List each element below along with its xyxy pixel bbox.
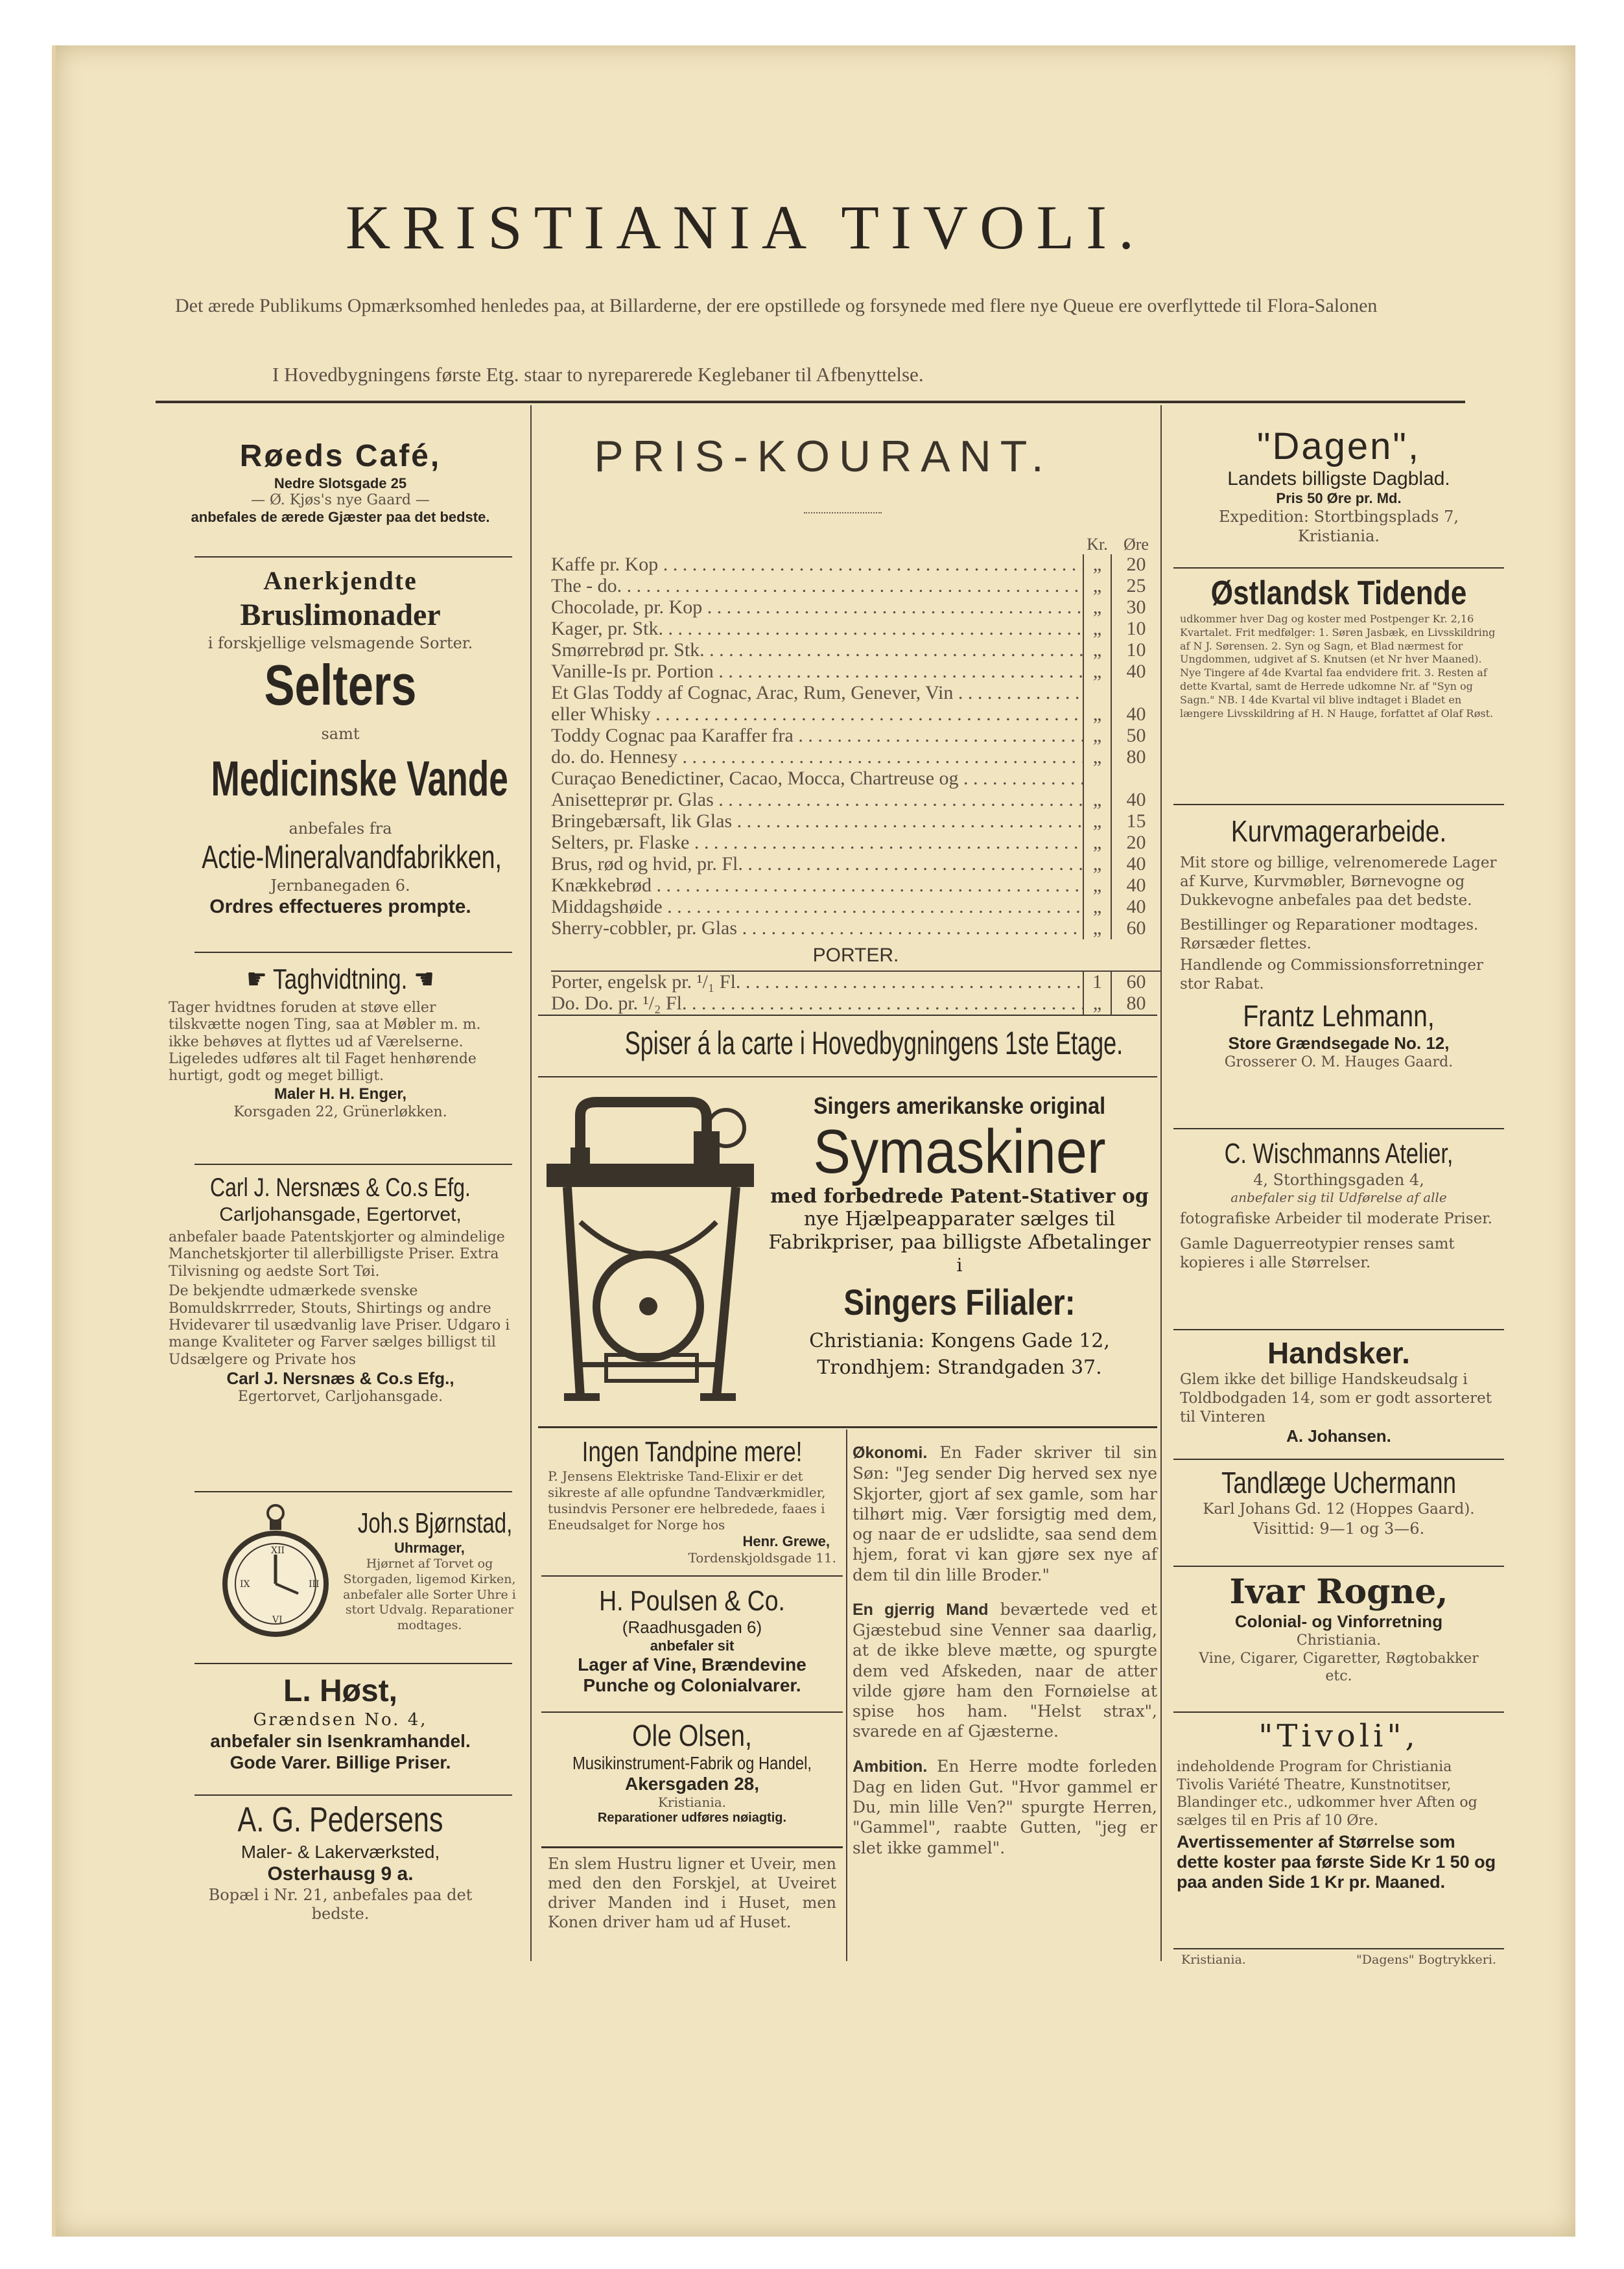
item-ore: 15 bbox=[1126, 810, 1146, 832]
svg-text:VI: VI bbox=[272, 1615, 283, 1625]
jernbanegaden-label: Jernbanegaden 6. bbox=[270, 876, 410, 895]
bruslimonader-label: Bruslimonader bbox=[240, 598, 441, 632]
item-kr: „ bbox=[1083, 897, 1112, 918]
item-kr: „ bbox=[1083, 661, 1112, 683]
tivoli-text: indeholdende Program for Christiania Tivolis Variété Theatre, Kunstnotitser, Blandinger etc., udkommer hver Aften og sælges til en Pris af 10 Øre. bbox=[1177, 1759, 1477, 1829]
anecdote-hustru bbox=[541, 1854, 843, 1932]
divider bbox=[541, 1846, 843, 1848]
item-name: Toddy Cognac paa Karaffer fra . . . bbox=[551, 725, 1083, 747]
gjerrig-paragraph bbox=[853, 1599, 1157, 1742]
anecdotes bbox=[853, 1442, 1157, 1858]
roeds-text: anbefales de ærede Gjæster paa det bedste. bbox=[191, 509, 490, 526]
wischmann-text: fotografiske Arbeider til moderate Priser. bbox=[1180, 1210, 1492, 1227]
price-row bbox=[551, 854, 1160, 875]
item-kr: „ bbox=[1083, 640, 1112, 661]
handsker-title: Handsker. bbox=[1267, 1336, 1410, 1370]
item-name: Bringebærsaft, lik Glas . . . bbox=[551, 810, 1083, 832]
olsen-sub: Musikinstrument-Fabrik og Handel, bbox=[572, 1753, 812, 1773]
header-notice-2: I Hovedbygningens første Etg. staar to nyreparerede Keglebaner til Afbenyttelse. bbox=[272, 363, 924, 386]
taghvidtning-text-2: Ligeledes udføres alt til Faget henhørende hurtigt, godt og meget billigt. bbox=[169, 1050, 477, 1085]
taghvidtning-name: Maler H. H. Enger, bbox=[274, 1085, 407, 1103]
ordres-label: Ordres effectueres prompte. bbox=[209, 896, 471, 918]
samt-label: samt bbox=[321, 724, 360, 743]
divider bbox=[538, 1076, 1157, 1077]
item-kr: „ bbox=[1083, 554, 1112, 576]
item-ore: 40 bbox=[1126, 875, 1146, 896]
ad-uchermann bbox=[1167, 1465, 1511, 1538]
divider bbox=[194, 1663, 512, 1664]
column-rule-right bbox=[1160, 405, 1162, 1961]
item-ore: 50 bbox=[1126, 725, 1146, 746]
item-ore: 40 bbox=[1126, 703, 1146, 725]
divider bbox=[194, 952, 512, 953]
rogne-sub: Colonial- og Vinforretning bbox=[1234, 1612, 1443, 1631]
pedersen-text: Bopæl i Nr. 21, anbefales paa det bedste. bbox=[208, 1886, 473, 1923]
ad-tivoli-program bbox=[1167, 1718, 1511, 1892]
ad-singer bbox=[765, 1092, 1154, 1379]
uchermann-hours: Visittid: 9—1 og 3—6. bbox=[1253, 1519, 1425, 1538]
price-row bbox=[551, 725, 1160, 747]
item-name: The - do. . . . bbox=[551, 575, 1083, 597]
item-ore: 40 bbox=[1126, 661, 1146, 682]
poulsen-address: (Raadhusgaden 6) bbox=[622, 1617, 762, 1637]
okonomi-title: Økonomi. bbox=[853, 1444, 928, 1462]
spiser-line: Spiser á la carte i Hovedbygningens 1ste Etage. bbox=[624, 1025, 1124, 1061]
item-kr bbox=[1083, 768, 1112, 790]
item-name: Curaçao Benedictiner, Cacao, Mocca, Chartreuse og . . . bbox=[551, 768, 1083, 790]
price-rows bbox=[551, 554, 1160, 939]
divider bbox=[1173, 804, 1504, 805]
pocket-watch-icon bbox=[220, 1503, 331, 1645]
item-ore: 60 bbox=[1126, 917, 1146, 939]
ad-handsker bbox=[1167, 1335, 1511, 1446]
ad-kurvmager bbox=[1167, 814, 1511, 1072]
ad-rogne bbox=[1167, 1572, 1511, 1686]
item-name: Smørrebrød pr. Stk. . . . bbox=[551, 639, 1083, 661]
tivoli-title: "Tivoli", bbox=[1258, 1718, 1419, 1754]
nersnaes-signature: Carl J. Nersnæs & Co.s Efg., bbox=[226, 1369, 454, 1389]
divider bbox=[541, 1711, 843, 1713]
dagen-city: Kristiania. bbox=[1297, 527, 1380, 545]
kurvmager-text-3: Handlende og Commissionsforretninger stor Rabat. bbox=[1180, 956, 1483, 993]
bruslimonader-sub: i forskjellige velsmagende Sorter. bbox=[207, 633, 473, 652]
pedersen-address: Osterhausg 9 a. bbox=[267, 1863, 414, 1885]
item-kr: „ bbox=[1083, 597, 1112, 618]
item-name: Anisetteprør pr. Glas . . . bbox=[551, 789, 1083, 811]
divider bbox=[1173, 1566, 1504, 1567]
nersnaes-signature-2: Egertorvet, Carljohansgade. bbox=[237, 1389, 443, 1405]
ad-dagen bbox=[1167, 425, 1511, 546]
item-kr: „ bbox=[1083, 576, 1112, 597]
item-name: Brus, rød og hvid, pr. Fl. . . . bbox=[551, 853, 1083, 875]
item-kr: „ bbox=[1083, 832, 1112, 854]
divider bbox=[194, 556, 512, 558]
tandpine-title: Ingen Tandpine mere! bbox=[582, 1436, 803, 1468]
item-name: do. do. Hennesy . . . bbox=[551, 746, 1083, 768]
item-kr: „ bbox=[1083, 993, 1112, 1015]
taghvidtning-text: Tager hvidtnes foruden at støve eller tilskvætte nogen Ting, saa at Møbler m. m. ikke behøves at flyttes ud af Værelserne. bbox=[169, 999, 481, 1050]
item-ore: 10 bbox=[1126, 618, 1146, 639]
item-name: Kaffe pr. Kop . . . bbox=[551, 554, 1083, 576]
item-ore: 80 bbox=[1126, 746, 1146, 768]
okonomi-paragraph bbox=[853, 1442, 1157, 1585]
item-name: Et Glas Toddy af Cognac, Arac, Rum, Genever, Vin . . . bbox=[551, 682, 1083, 704]
singer-trondhjem: Trondhjem: Strandgaden 37. bbox=[817, 1356, 1102, 1379]
tandpine-signature: Henr. Grewe, bbox=[742, 1533, 830, 1549]
lehmann-name: Frantz Lehmann, bbox=[1243, 999, 1435, 1033]
item-name: Knækkebrød . . . bbox=[551, 875, 1083, 897]
ad-host bbox=[156, 1673, 525, 1774]
item-ore: 20 bbox=[1126, 554, 1146, 575]
singer-head: Singers amerikanske original bbox=[813, 1092, 1106, 1119]
ad-mineralvand bbox=[156, 565, 525, 919]
singer-text-1: med forbedrede Patent-Stativer og bbox=[770, 1184, 1149, 1208]
handsker-signature: A. Johansen. bbox=[1286, 1426, 1391, 1446]
divider bbox=[194, 1164, 512, 1165]
price-row bbox=[551, 918, 1160, 939]
host-address: Grændsen No. 4, bbox=[253, 1710, 428, 1730]
rogne-text: Vine, Cigarer, Cigaretter, Røgtobakker etc. bbox=[1199, 1650, 1479, 1684]
item-kr: „ bbox=[1083, 704, 1112, 725]
pointing-hand-icon: ☛ bbox=[246, 963, 267, 995]
singer-title: Symaskiner bbox=[813, 1117, 1106, 1186]
footer-right: "Dagens" Bogtrykkeri. bbox=[1356, 1953, 1496, 1967]
price-row bbox=[551, 554, 1160, 576]
ambition-paragraph bbox=[853, 1756, 1157, 1858]
porter-row bbox=[551, 993, 1160, 1015]
tandpine-text: P. Jensens Elektriske Tand-Elixir er det sikreste af alle opfundne Tandværkmidler, tusindvis Personer ere helbredede, faaes i Eneudsalget for Norge hos bbox=[548, 1468, 826, 1533]
item-kr: „ bbox=[1083, 854, 1112, 875]
bjornstad-sub: Uhrmager, bbox=[394, 1540, 465, 1556]
header-notice: Det ærede Publikums Opmærksomhed henledes paa, at Billarderne, der ere opstillede og forsynede med flere nye Queue ere overflyttede til Flora-Salonen bbox=[175, 295, 1378, 316]
gjerrig-title: En gjerrig Mand bbox=[853, 1600, 989, 1619]
fabrik-label: Actie-Mineralvandfabrikken, bbox=[202, 839, 502, 876]
divider bbox=[194, 1794, 512, 1796]
ambition-title: Ambition. bbox=[853, 1757, 928, 1776]
item-name: Porter, engelsk pr. ¹/₁ Fl. . . . bbox=[551, 971, 1083, 993]
price-row bbox=[551, 576, 1160, 597]
price-row bbox=[551, 597, 1160, 618]
kurvmager-title: Kurvmagerarbeide. bbox=[1230, 814, 1447, 848]
ad-ostlandsk bbox=[1167, 574, 1511, 720]
tivoli-advert: Avertissementer af Størrelse som dette koster paa første Side Kr 1 50 og paa anden Side 1 Kr pr. Maaned. bbox=[1177, 1832, 1496, 1892]
taghvidtning-label: Taghvidtning. bbox=[272, 963, 408, 995]
price-list-title: PRIS-KOURANT. bbox=[594, 432, 1053, 481]
ad-tandpine bbox=[541, 1436, 843, 1566]
pedersen-title: A. G. Pedersens bbox=[237, 1800, 443, 1839]
anbefales-label: anbefales fra bbox=[288, 819, 392, 838]
price-row bbox=[551, 683, 1160, 704]
item-kr: „ bbox=[1083, 875, 1112, 897]
item-name: Kager, pr. Stk. . . . bbox=[551, 618, 1083, 640]
item-kr: „ bbox=[1083, 747, 1112, 768]
okonomi-text: En Fader skriver til sin Søn: "Jeg sender Dig herved sex nye Skjorter, gjort af sex gamle, som har tilhørt mig. Vær forsigtig med dem, og naar de er udslidte, saa send dem hjem, forat vi kan gjøre sex nye af dem til din lille Broder." bbox=[853, 1443, 1157, 1584]
poulsen-text: Lager af Vine, Brændevine Punche og Colonialvarer. bbox=[578, 1654, 806, 1695]
item-kr: 1 bbox=[1083, 972, 1112, 993]
ostlandsk-title: Østlandsk Tidende bbox=[1210, 574, 1467, 612]
col-ore: Øre bbox=[1124, 535, 1149, 554]
singer-christiania: Christiania: Kongens Gade 12, bbox=[809, 1329, 1110, 1352]
column-rule-left bbox=[530, 405, 532, 1961]
uchermann-address: Karl Johans Gd. 12 (Hoppes Gaard). bbox=[1203, 1501, 1475, 1518]
item-name: Chocolade, pr. Kop . . . bbox=[551, 596, 1083, 618]
ad-bjornstad bbox=[334, 1507, 525, 1634]
divider bbox=[1173, 1948, 1504, 1949]
wischmann-title: C. Wischmanns Atelier, bbox=[1224, 1138, 1453, 1170]
bjornstad-text: Hjørnet af Torvet og Storgaden, ligemod Kirken, anbefaler alle Sorter Uhre i stort Udvalg. Reparationer modtages. bbox=[343, 1557, 516, 1632]
item-ore: 40 bbox=[1126, 853, 1146, 875]
item-ore: 40 bbox=[1126, 896, 1146, 917]
taghvidtning-title bbox=[193, 963, 488, 997]
singer-filialer: Singers Filialer: bbox=[843, 1281, 1076, 1323]
ornament bbox=[804, 512, 882, 513]
item-ore: 60 bbox=[1126, 971, 1146, 993]
pedersen-sub: Maler- & Lakerværksted, bbox=[241, 1841, 440, 1862]
handsker-text: Glem ikke det billige Handskeudsalg i Toldbodgaden 14, som er godt assorteret til Vinteren bbox=[1180, 1371, 1492, 1426]
ad-ole-olsen bbox=[541, 1718, 843, 1826]
dagen-sub: Landets billigste Dagblad. bbox=[1227, 468, 1450, 489]
item-name: Vanille-Is pr. Portion . . . bbox=[551, 661, 1083, 683]
poulsen-title: H. Poulsen & Co. bbox=[599, 1585, 785, 1617]
uchermann-title: Tandlæge Uchermann bbox=[1221, 1466, 1457, 1499]
svg-text:III: III bbox=[309, 1579, 320, 1590]
olsen-title: Ole Olsen, bbox=[632, 1719, 752, 1752]
price-row bbox=[551, 661, 1160, 683]
item-ore: 40 bbox=[1126, 789, 1146, 810]
medicinske-vande-label: Medicinske Vande bbox=[211, 751, 508, 807]
ad-taghvidtning bbox=[156, 963, 525, 1121]
item-kr: „ bbox=[1083, 918, 1112, 939]
hustru-text: En slem Hustru ligner et Uveir, men med den den Forskjel, at Uveiret driver Manden ind i Huset, men Konen driver ham ud af Huset. bbox=[548, 1855, 836, 1931]
price-list bbox=[551, 535, 1160, 1015]
item-name: eller Whisky . . . bbox=[551, 703, 1083, 725]
divider bbox=[1173, 1329, 1504, 1330]
column-rule-middle bbox=[846, 1429, 847, 1961]
roeds-address: Nedre Slotsgade 25 bbox=[274, 475, 407, 491]
price-row bbox=[551, 875, 1160, 897]
price-list-header bbox=[551, 535, 1160, 554]
item-kr: „ bbox=[1083, 790, 1112, 811]
price-row bbox=[551, 747, 1160, 768]
item-kr: „ bbox=[1083, 725, 1112, 747]
olsen-address: Akersgaden 28, bbox=[625, 1774, 759, 1794]
ad-nersnaes bbox=[156, 1172, 525, 1406]
item-ore: 30 bbox=[1126, 596, 1146, 618]
ad-roeds-cafe bbox=[156, 438, 525, 526]
porter-heading: PORTER. bbox=[812, 945, 899, 966]
bjornstad-title: Joh.s Bjørnstad, bbox=[357, 1507, 513, 1539]
porter-rows bbox=[551, 970, 1160, 1015]
price-row bbox=[551, 640, 1160, 661]
price-row bbox=[551, 811, 1160, 832]
divider bbox=[1173, 567, 1504, 569]
item-name: Sherry-cobbler, pr. Glas . . . bbox=[551, 917, 1083, 939]
divider bbox=[538, 1426, 1157, 1428]
olsen-text: Reparationer udføres nøiagtig. bbox=[597, 1811, 787, 1825]
pointing-hand-icon: ☚ bbox=[414, 963, 434, 995]
nersnaes-text: anbefaler baade Patentskjorter og almindelige Manchetskjorter til allerbilligste Priser. Extra Tilvisning og aedste Sort Tøi. bbox=[169, 1229, 505, 1280]
taghvidtning-address: Korsgaden 22, Grünerløkken. bbox=[233, 1103, 447, 1120]
divider bbox=[1173, 1128, 1504, 1129]
host-title: L. Høst, bbox=[283, 1674, 397, 1708]
lehmann-address: Store Grændsegade No. 12, bbox=[1228, 1033, 1450, 1053]
dagen-expedition: Expedition: Stortbingsplads 7, bbox=[1219, 508, 1459, 526]
ostlandsk-text: udkommer hver Dag og koster med Postpenger Kr. 2,16 Kvartalet. Frit medfølger: 1. Søren Jasbæk, en Livsskildring af N J. Sørensen. 2. Syn og Sagn, et Blad nærmest for Ungdommen, udgivet af S. Knutsen (et Nr hver Maaned). Nye Tingere af 4de Kvartal faa endvidere frit. 3. Resten af dette Kvartal, samt de Herrede udkomne Nr. af "Syn og Sagn." NB. I 4de Kvartal vil blive indtaget i Bladet en længere Livsskildring af H. N Hauge, forfattet af Olaf Røst. bbox=[1180, 613, 1496, 720]
wischmann-text-2: Gamle Daguerreotypier renses samt kopieres i alle Størrelser. bbox=[1180, 1235, 1455, 1271]
item-name: Middagshøide . . . bbox=[551, 896, 1083, 918]
footer-left: Kristiania. bbox=[1181, 1953, 1246, 1967]
item-kr: „ bbox=[1083, 618, 1112, 640]
kurvmager-text: Mit store og billige, velrenomerede Lager af Kurve, Kurvmøbler, Børnevogne og Dukkevogne anbefales paa det bedste. bbox=[1180, 854, 1497, 909]
price-row bbox=[551, 618, 1160, 640]
host-text: anbefaler sin Isenkramhandel. bbox=[210, 1730, 471, 1751]
divider bbox=[538, 1015, 1157, 1016]
wischmann-sub: anbefaler sig til Udførelse af alle bbox=[1230, 1190, 1447, 1205]
dagen-title: "Dagen", bbox=[1256, 425, 1421, 467]
item-ore: 10 bbox=[1126, 639, 1146, 661]
ambition-text: En Herre modte forleden Dag en liden Gut. "Hvor gammel er Du, min lille Ven?" spurgte Herren, "Gammel", raabte Gutten, "jeg er slet ikke gammel". bbox=[853, 1756, 1157, 1857]
rogne-city: Christiania. bbox=[1296, 1632, 1382, 1649]
price-row bbox=[551, 832, 1160, 854]
item-name: Do. Do. pr. ¹/₂ Fl. . . . bbox=[551, 993, 1083, 1015]
price-row bbox=[551, 704, 1160, 725]
anerkjendte-label: Anerkjendte bbox=[263, 566, 418, 595]
selters-label: Selters bbox=[264, 653, 417, 718]
poulsen-sub: anbefaler sit bbox=[650, 1638, 735, 1654]
lehmann-address-2: Grosserer O. M. Hauges Gaard. bbox=[1224, 1054, 1453, 1071]
roeds-address-2: — Ø. Kjøs's nye Gaard — bbox=[251, 491, 430, 508]
item-ore: 20 bbox=[1126, 832, 1146, 853]
item-ore: 80 bbox=[1126, 993, 1146, 1014]
sewing-machine-icon bbox=[541, 1092, 762, 1417]
price-row bbox=[551, 768, 1160, 790]
olsen-city: Kristiania. bbox=[657, 1794, 727, 1810]
nersnaes-address: Carljohansgade, Egertorvet, bbox=[219, 1204, 462, 1225]
divider bbox=[1173, 1459, 1504, 1460]
singer-text-3: i bbox=[956, 1254, 963, 1276]
item-ore: 25 bbox=[1126, 575, 1146, 596]
gjerrig-text: beværtede ved et Gjæstebud sine Venner saa daarlig, at de ikke bleve mætte, og spurgte dem ved Afskeden, naar de atter vilde gjøre ham den Fornøielse at spise hos ham. "Helst strax", svarede en af Gjæsterne. bbox=[853, 1599, 1158, 1741]
rogne-title: Ivar Rogne, bbox=[1229, 1572, 1448, 1612]
ad-pedersen bbox=[156, 1799, 525, 1923]
header-rule bbox=[156, 401, 1465, 403]
col-kr: Kr. bbox=[1087, 535, 1108, 554]
svg-text:IX: IX bbox=[240, 1579, 250, 1590]
svg-text:XII: XII bbox=[271, 1546, 285, 1556]
host-text-2: Gode Varer. Billige Priser. bbox=[229, 1752, 451, 1773]
ad-poulsen bbox=[541, 1585, 843, 1696]
item-kr bbox=[1083, 683, 1112, 704]
price-row bbox=[551, 790, 1160, 811]
tandpine-address: Tordenskjoldsgade 11. bbox=[688, 1550, 836, 1566]
footer bbox=[1173, 1953, 1504, 1968]
price-row bbox=[551, 897, 1160, 918]
divider bbox=[1173, 1711, 1504, 1713]
dagen-price: Pris 50 Øre pr. Md. bbox=[1276, 490, 1402, 506]
kurvmager-text-2: Bestillinger og Reparationer modtages. Rørsæder flettes. bbox=[1180, 917, 1479, 952]
masthead-title: KRISTIANIA TIVOLI. bbox=[345, 193, 1146, 262]
divider bbox=[541, 1575, 843, 1577]
roeds-title: Røeds Café, bbox=[239, 439, 441, 473]
porter-row bbox=[551, 972, 1160, 993]
nersnaes-title: Carl J. Nersnæs & Co.s Efg. bbox=[210, 1173, 471, 1202]
nersnaes-text-2: De bekjendte udmærkede svenske Bomuldskrrreder, Stouts, Shirtings og andre Hvidevarer til usædvanlig lave Priser. Udgaro i mange Kvaliteter og Farver sælges billigst til Udsælgere og Private hos bbox=[169, 1283, 510, 1368]
item-kr: „ bbox=[1083, 811, 1112, 832]
wischmann-address: 4, Storthingsgaden 4, bbox=[1253, 1171, 1424, 1189]
singer-text-2: nye Hjælpeapparater sælges til Fabrikpriser, paa billigste Afbetalinger bbox=[768, 1207, 1151, 1254]
ad-wischmann bbox=[1167, 1138, 1511, 1272]
item-name: Selters, pr. Flaske . . . bbox=[551, 832, 1083, 854]
divider bbox=[194, 1491, 512, 1492]
